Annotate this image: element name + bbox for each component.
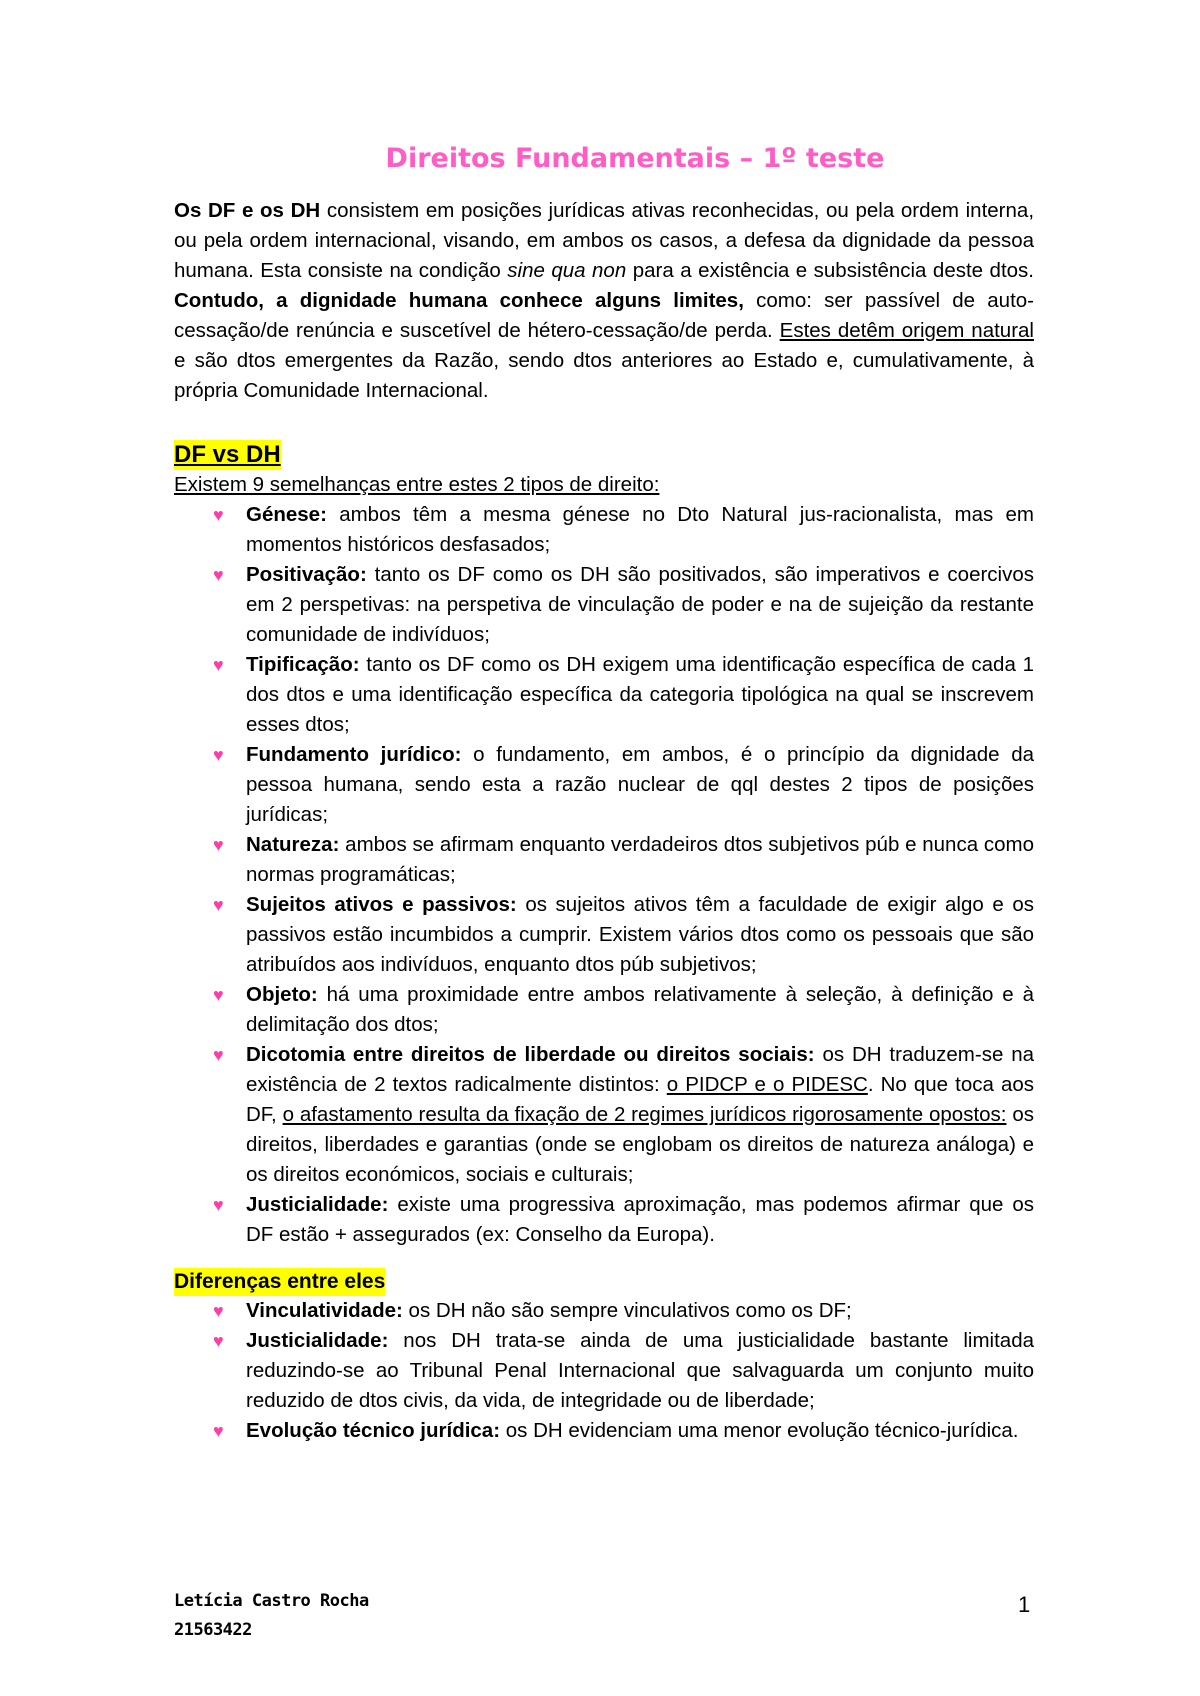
heart-icon: ♥ — [213, 1331, 224, 1351]
list-item: ♥ Justicialidade: nos DH trata-se ainda de uma justicialidade bastante limitada reduzindo-se ao Tribunal Penal Internacional que salvaguarda um conjunto muito reduzido de dtos civis, da vida, de integridade ou de liberdade; — [174, 1326, 1034, 1416]
section-heading-differences: Diferenças entre eles — [174, 1268, 1034, 1296]
section-subheading: Existem 9 semelhanças entre estes 2 tipos de direito: — [174, 473, 660, 496]
heart-icon: ♥ — [213, 1301, 224, 1321]
heart-icon: ♥ — [213, 1195, 224, 1215]
document-title: Direitos Fundamentais – 1º teste — [385, 143, 885, 174]
heart-icon: ♥ — [213, 745, 224, 765]
list-item: ♥ Dicotomia entre direitos de liberdade ou direitos sociais: os DH traduzem-se na existência de 2 textos radicalmente distintos: o PIDCP e o PIDESC. No que toca aos DF, o afastamento resulta da fixação de 2 regimes jurídicos rigorosamente opostos: os direitos, liberdades e garantias (onde se englobam os direitos de natureza análoga) e os direitos económicos, sociais e culturais; — [174, 1040, 1034, 1190]
intro-text-3: como: ser passível de auto-cessação/de renúncia e suscetível de hétero-cessação/de perda. — [174, 289, 1034, 342]
list-item: ♥ Objeto: há uma proximidade entre ambos relativamente à seleção, à definição e à delimitação dos dtos; — [174, 980, 1034, 1040]
intro-text: consistem em posições jurídicas ativas reconhecidas, ou pela ordem interna, ou pela ordem internacional, visando, em ambos os casos, a defesa da dignidade da pessoa humana. Esta consiste na condição — [174, 199, 1035, 282]
heart-icon: ♥ — [213, 505, 224, 525]
differences-list — [174, 1296, 1034, 1446]
footer-student-id: 21563422 — [174, 1620, 252, 1640]
intro-underline: Estes detêm origem natural — [779, 319, 1034, 342]
section-heading-df-vs-dh: DF vs DH — [174, 441, 281, 468]
list-item: ♥ Génese: ambos têm a mesma génese no Dto Natural jus-racionalista, mas em momentos históricos desfasados; — [174, 500, 1034, 560]
heart-icon: ♥ — [213, 1421, 224, 1441]
intro-paragraph — [174, 196, 1034, 406]
footer-author: Letícia Castro Rocha — [174, 1591, 369, 1611]
list-item: ♥ Vinculatividade: os DH não são sempre vinculativos como os DF; — [174, 1296, 1034, 1326]
list-item: ♥ Positivação: tanto os DF como os DH são positivados, são imperativos e coercivos em 2 perspetivas: na perspetiva de vinculação de poder e na de sujeição da restante comunidade de indivíduos; — [174, 560, 1034, 650]
intro-text-4: e são dtos emergentes da Razão, sendo dtos anteriores ao Estado e, cumulativamente, à própria Comunidade Internacional. — [174, 349, 1034, 402]
heart-icon: ♥ — [213, 985, 224, 1005]
intro-bold: Os DF e os DH — [174, 199, 321, 222]
heart-icon: ♥ — [213, 565, 224, 585]
list-item: ♥ Tipificação: tanto os DF como os DH exigem uma identificação específica de cada 1 dos dtos e uma identificação específica da categoria tipológica na qual se inscrevem esses dtos; — [174, 650, 1034, 740]
heart-icon: ♥ — [213, 1045, 224, 1065]
list-item: ♥ Evolução técnico jurídica: os DH evidenciam uma menor evolução técnico-jurídica. — [174, 1416, 1034, 1446]
document-body — [174, 196, 1034, 1446]
page-number: 1 — [1018, 1592, 1031, 1617]
list-item: ♥ Justicialidade: existe uma progressiva aproximação, mas podemos afirmar que os DF estão + assegurados (ex: Conselho da Europa). — [174, 1190, 1034, 1250]
heart-icon: ♥ — [213, 835, 224, 855]
list-item: ♥ Natureza: ambos se afirmam enquanto verdadeiros dtos subjetivos púb e nunca como normas programáticas; — [174, 830, 1034, 890]
intro-italic: sine qua non — [507, 259, 627, 282]
list-item: ♥ Sujeitos ativos e passivos: os sujeitos ativos têm a faculdade de exigir algo e os passivos estão incumbidos a cumprir. Existem vários dtos como os pessoais que são atribuídos aos indivíduos, enquanto dtos púb subjetivos; — [174, 890, 1034, 980]
similarities-list — [174, 500, 1034, 1250]
list-item: ♥ Fundamento jurídico: o fundamento, em ambos, é o princípio da dignidade da pessoa humana, sendo esta a razão nuclear de qql destes 2 tipos de posições jurídicas; — [174, 740, 1034, 830]
heart-icon: ♥ — [213, 895, 224, 915]
heart-icon: ♥ — [213, 655, 224, 675]
intro-bold-2: Contudo, a dignidade humana conhece alguns limites, — [174, 289, 744, 312]
intro-text-2: para a existência e subsistência deste dtos. — [626, 259, 1035, 282]
